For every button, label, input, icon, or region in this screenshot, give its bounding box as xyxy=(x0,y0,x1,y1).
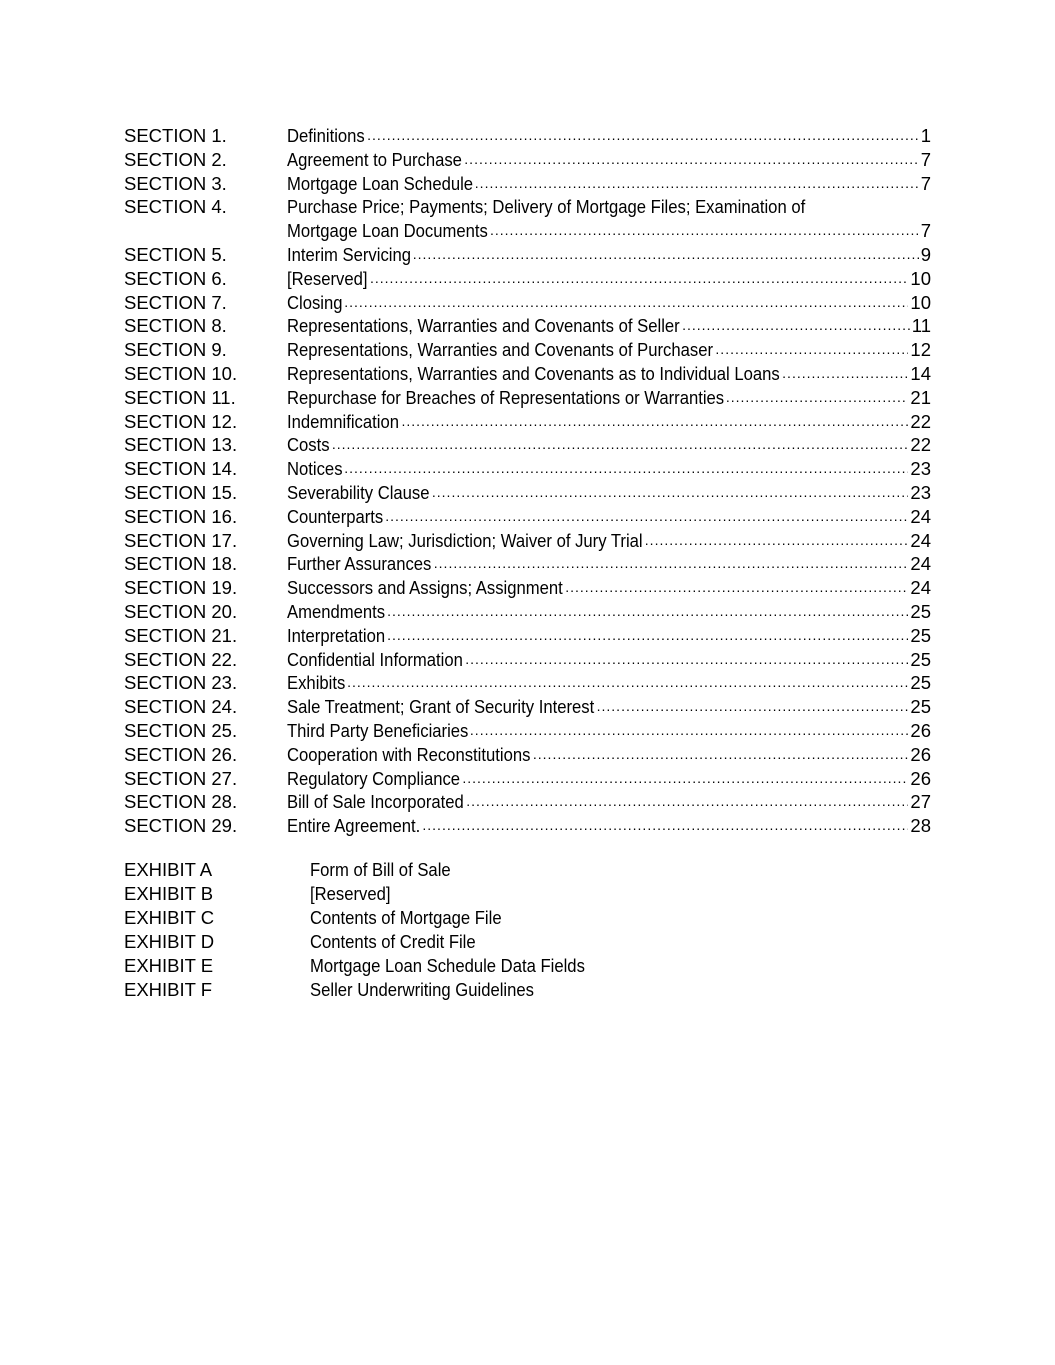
section-number: SECTION 19. xyxy=(124,577,238,599)
page-number: 7 xyxy=(920,148,931,170)
toc-entry-body xyxy=(287,743,931,767)
section-number: SECTION 8. xyxy=(124,315,227,337)
section-number: SECTION 22. xyxy=(124,648,238,670)
section-number: SECTION 18. xyxy=(124,553,238,575)
exhibit-label: EXHIBIT D xyxy=(124,931,215,952)
dot-leader xyxy=(434,552,909,576)
toc-line xyxy=(287,529,931,553)
dot-leader xyxy=(726,386,909,410)
dot-leader xyxy=(432,481,909,505)
toc-entry xyxy=(124,243,931,267)
toc-entry-body xyxy=(287,552,931,576)
toc-line xyxy=(287,172,931,196)
toc-entry xyxy=(124,124,931,148)
exhibit-title: Contents of Mortgage File xyxy=(310,907,502,928)
section-title: Definitions xyxy=(287,125,365,146)
toc-entry xyxy=(124,386,931,410)
exhibit-entry xyxy=(124,930,824,954)
toc-line xyxy=(287,219,931,243)
toc-entry-body xyxy=(287,172,931,196)
section-number: SECTION 29. xyxy=(124,815,238,837)
section-number: SECTION 17. xyxy=(124,529,238,551)
exhibit-title: Mortgage Loan Schedule Data Fields xyxy=(310,955,585,976)
toc-line xyxy=(287,600,931,624)
section-title: Counterparts xyxy=(287,505,384,527)
page-number: 9 xyxy=(920,243,931,265)
page-number: 28 xyxy=(910,815,931,837)
page-number: 10 xyxy=(910,291,931,313)
section-number: SECTION 6. xyxy=(124,267,227,289)
toc-entry xyxy=(124,481,931,505)
section-title: Mortgage Loan Documents xyxy=(287,220,488,242)
toc-line xyxy=(287,552,931,576)
section-title: Representations, Warranties and Covenants of Seller xyxy=(287,315,680,337)
section-number: SECTION 27. xyxy=(124,767,238,789)
toc-entry xyxy=(124,719,931,743)
section-title: Mortgage Loan Schedule xyxy=(287,172,474,194)
toc-line xyxy=(287,362,931,386)
toc-entry-body xyxy=(287,338,931,362)
section-title: Regulatory Compliance xyxy=(287,767,461,789)
exhibit-label: EXHIBIT E xyxy=(124,955,214,976)
dot-leader xyxy=(344,457,908,481)
toc-line xyxy=(287,267,931,291)
section-number: SECTION 26. xyxy=(124,743,238,765)
dot-leader xyxy=(565,576,908,600)
toc-entry xyxy=(124,195,931,243)
toc-entry xyxy=(124,648,931,672)
toc-line xyxy=(287,767,931,791)
exhibit-label: EXHIBIT B xyxy=(124,883,214,904)
toc-entry xyxy=(124,362,931,386)
page-number: 11 xyxy=(911,315,931,337)
toc-line xyxy=(287,719,931,743)
toc-entry xyxy=(124,338,931,362)
section-title: Further Assurances xyxy=(287,553,432,575)
toc-line xyxy=(287,124,931,148)
section-number: SECTION 10. xyxy=(124,362,238,384)
section-title-line: Purchase Price; Payments; Delivery of Mortgage Files; Examination of xyxy=(287,196,806,218)
section-title: Representations, Warranties and Covenants of Purchaser xyxy=(287,339,714,361)
section-title: Repurchase for Breaches of Representations or Warranties xyxy=(287,386,725,408)
toc-entry xyxy=(124,576,931,600)
exhibit-entry xyxy=(124,906,824,930)
toc-line xyxy=(287,148,931,172)
toc-entry-body xyxy=(287,505,931,529)
dot-leader xyxy=(385,505,908,529)
section-number: SECTION 24. xyxy=(124,696,238,718)
dot-leader xyxy=(470,719,909,743)
toc-entry xyxy=(124,600,931,624)
toc-line xyxy=(287,338,931,362)
dot-leader xyxy=(344,291,908,315)
page-number: 25 xyxy=(910,696,931,718)
toc-entry-body xyxy=(287,124,931,148)
dot-leader xyxy=(682,314,910,338)
page-number: 7 xyxy=(920,220,931,242)
section-title: [Reserved] xyxy=(287,267,368,289)
toc-entry-body xyxy=(287,600,931,624)
toc-line xyxy=(287,386,931,410)
page-number: 12 xyxy=(910,339,931,361)
toc-entry xyxy=(124,743,931,767)
section-number: SECTION 5. xyxy=(124,243,227,265)
toc-entry-body xyxy=(287,433,931,457)
toc-line xyxy=(287,410,931,434)
toc-entry-body xyxy=(287,671,931,695)
section-title: Bill of Sale Incorporated xyxy=(287,791,464,813)
page-number: 1 xyxy=(920,125,931,146)
section-number: SECTION 16. xyxy=(124,505,238,527)
page-number: 10 xyxy=(910,267,931,289)
page-number: 25 xyxy=(910,600,931,622)
dot-leader xyxy=(347,671,908,695)
toc-entry xyxy=(124,291,931,315)
section-number: SECTION 21. xyxy=(124,624,238,646)
page-number: 21 xyxy=(910,386,931,408)
section-number: SECTION 23. xyxy=(124,672,238,694)
dot-leader xyxy=(645,529,909,553)
section-number: SECTION 12. xyxy=(124,410,238,432)
toc-entry xyxy=(124,529,931,553)
toc-entry-body xyxy=(287,481,931,505)
toc-line xyxy=(287,814,931,838)
section-title: Third Party Beneficiaries xyxy=(287,719,469,741)
dot-leader xyxy=(490,219,919,243)
section-title: Confidential Information xyxy=(287,648,463,670)
toc-entry-body xyxy=(287,790,931,814)
section-title: Interpretation xyxy=(287,624,386,646)
toc-line xyxy=(287,291,931,315)
dot-leader xyxy=(782,362,908,386)
page-number: 22 xyxy=(910,434,931,456)
toc-line xyxy=(287,505,931,529)
page-number: 23 xyxy=(910,481,931,503)
dot-leader xyxy=(332,433,909,457)
toc-entry xyxy=(124,172,931,196)
dot-leader xyxy=(387,624,908,648)
section-number: SECTION 20. xyxy=(124,600,238,622)
exhibit-label: EXHIBIT F xyxy=(124,979,213,1000)
toc-entry xyxy=(124,410,931,434)
exhibit-entry xyxy=(124,882,824,906)
toc-line xyxy=(287,743,931,767)
section-number: SECTION 3. xyxy=(124,172,227,194)
section-title: Severability Clause xyxy=(287,481,430,503)
toc-line xyxy=(287,648,931,672)
exhibit-label: EXHIBIT A xyxy=(124,859,213,880)
section-number: SECTION 2. xyxy=(124,148,227,170)
page-number: 22 xyxy=(910,410,931,432)
toc-entry xyxy=(124,552,931,576)
dot-leader xyxy=(597,695,909,719)
toc-entry-body xyxy=(287,529,931,553)
toc-entry-body xyxy=(287,695,931,719)
toc-entry xyxy=(124,433,931,457)
dot-leader xyxy=(367,124,919,148)
toc-entry-body xyxy=(287,410,931,434)
toc-line xyxy=(287,671,931,695)
dot-leader xyxy=(475,172,919,196)
page-number: 25 xyxy=(910,648,931,670)
dot-leader xyxy=(387,600,908,624)
page-number: 25 xyxy=(910,672,931,694)
page-number: 23 xyxy=(910,458,931,480)
toc-entry xyxy=(124,314,931,338)
toc-entry-body xyxy=(287,576,931,600)
toc-line xyxy=(287,433,931,457)
exhibit-title: Seller Underwriting Guidelines xyxy=(310,979,534,1000)
toc-entry-body xyxy=(287,767,931,791)
page-number: 24 xyxy=(910,577,931,599)
toc-entry xyxy=(124,457,931,481)
exhibit-title: Contents of Credit File xyxy=(310,931,476,952)
toc-entry xyxy=(124,767,931,791)
toc-line xyxy=(287,457,931,481)
toc-entry-body xyxy=(287,195,931,243)
dot-leader xyxy=(464,148,918,172)
exhibit-label: EXHIBIT C xyxy=(124,907,215,928)
exhibit-title: Form of Bill of Sale xyxy=(310,859,451,880)
toc-entry-body xyxy=(287,719,931,743)
section-title: Sale Treatment; Grant of Security Interest xyxy=(287,696,595,718)
toc-line xyxy=(287,695,931,719)
exhibit-list xyxy=(124,858,824,1002)
section-title: Agreement to Purchase xyxy=(287,148,462,170)
dot-leader xyxy=(413,243,919,267)
dot-leader xyxy=(462,767,908,791)
toc-entry xyxy=(124,505,931,529)
toc-entry-body xyxy=(287,243,931,267)
toc-entry xyxy=(124,624,931,648)
page-number: 26 xyxy=(910,719,931,741)
section-title: Governing Law; Jurisdiction; Waiver of Jury Trial xyxy=(287,529,643,551)
section-number: SECTION 25. xyxy=(124,719,238,741)
section-title: Interim Servicing xyxy=(287,243,411,265)
page-number: 24 xyxy=(910,505,931,527)
toc-entry xyxy=(124,814,931,838)
toc-entry-body xyxy=(287,314,931,338)
section-number: SECTION 28. xyxy=(124,791,238,813)
toc-line xyxy=(287,481,931,505)
toc-entry xyxy=(124,790,931,814)
page-number: 7 xyxy=(920,172,931,194)
section-title: Closing xyxy=(287,291,343,313)
toc-entry xyxy=(124,671,931,695)
section-title: Amendments xyxy=(287,600,386,622)
dot-leader xyxy=(533,743,909,767)
toc-entry-body xyxy=(287,624,931,648)
dot-leader xyxy=(466,790,908,814)
section-number: SECTION 15. xyxy=(124,481,238,503)
dot-leader xyxy=(422,814,908,838)
toc-entry-body xyxy=(287,267,931,291)
section-number: SECTION 9. xyxy=(124,339,227,361)
section-title: Costs xyxy=(287,434,330,456)
exhibit-entry xyxy=(124,954,824,978)
section-title: Successors and Assigns; Assignment xyxy=(287,577,563,599)
section-number: SECTION 13. xyxy=(124,434,238,456)
page-number: 24 xyxy=(910,529,931,551)
toc-entry-body xyxy=(287,814,931,838)
dot-leader xyxy=(370,267,908,291)
section-title: Notices xyxy=(287,458,343,480)
section-number: SECTION 11. xyxy=(124,386,236,408)
toc-line xyxy=(287,243,931,267)
section-title: Indemnification xyxy=(287,410,399,432)
dot-leader xyxy=(465,648,908,672)
dot-leader xyxy=(715,338,908,362)
section-title: Representations, Warranties and Covenants as to Individual Loans xyxy=(287,362,780,384)
section-title: Cooperation with Reconstitutions xyxy=(287,743,531,765)
toc-entry-body xyxy=(287,362,931,386)
section-title: Exhibits xyxy=(287,672,346,694)
section-number: SECTION 4. xyxy=(124,196,227,218)
section-number: SECTION 7. xyxy=(124,291,227,313)
toc-entry xyxy=(124,148,931,172)
toc-line xyxy=(287,314,931,338)
toc-entry-body xyxy=(287,386,931,410)
toc-line xyxy=(287,624,931,648)
toc-entry-body xyxy=(287,291,931,315)
page-number: 26 xyxy=(910,767,931,789)
toc-line xyxy=(287,576,931,600)
page-number: 14 xyxy=(910,362,931,384)
toc-entry xyxy=(124,695,931,719)
page-number: 27 xyxy=(910,791,931,813)
section-title: Entire Agreement. xyxy=(287,815,421,837)
dot-leader xyxy=(401,410,908,434)
page-number: 24 xyxy=(910,553,931,575)
toc-line xyxy=(287,790,931,814)
page-number: 25 xyxy=(910,624,931,646)
toc-entry-body xyxy=(287,148,931,172)
page-number: 26 xyxy=(910,743,931,765)
table-of-contents xyxy=(124,124,931,838)
toc-entry-body xyxy=(287,457,931,481)
exhibit-entry xyxy=(124,978,824,1002)
toc-entry xyxy=(124,267,931,291)
exhibit-title: [Reserved] xyxy=(310,883,391,904)
section-number: SECTION 14. xyxy=(124,458,238,480)
toc-entry-body xyxy=(287,648,931,672)
exhibit-entry xyxy=(124,858,824,882)
section-number: SECTION 1. xyxy=(124,125,227,146)
